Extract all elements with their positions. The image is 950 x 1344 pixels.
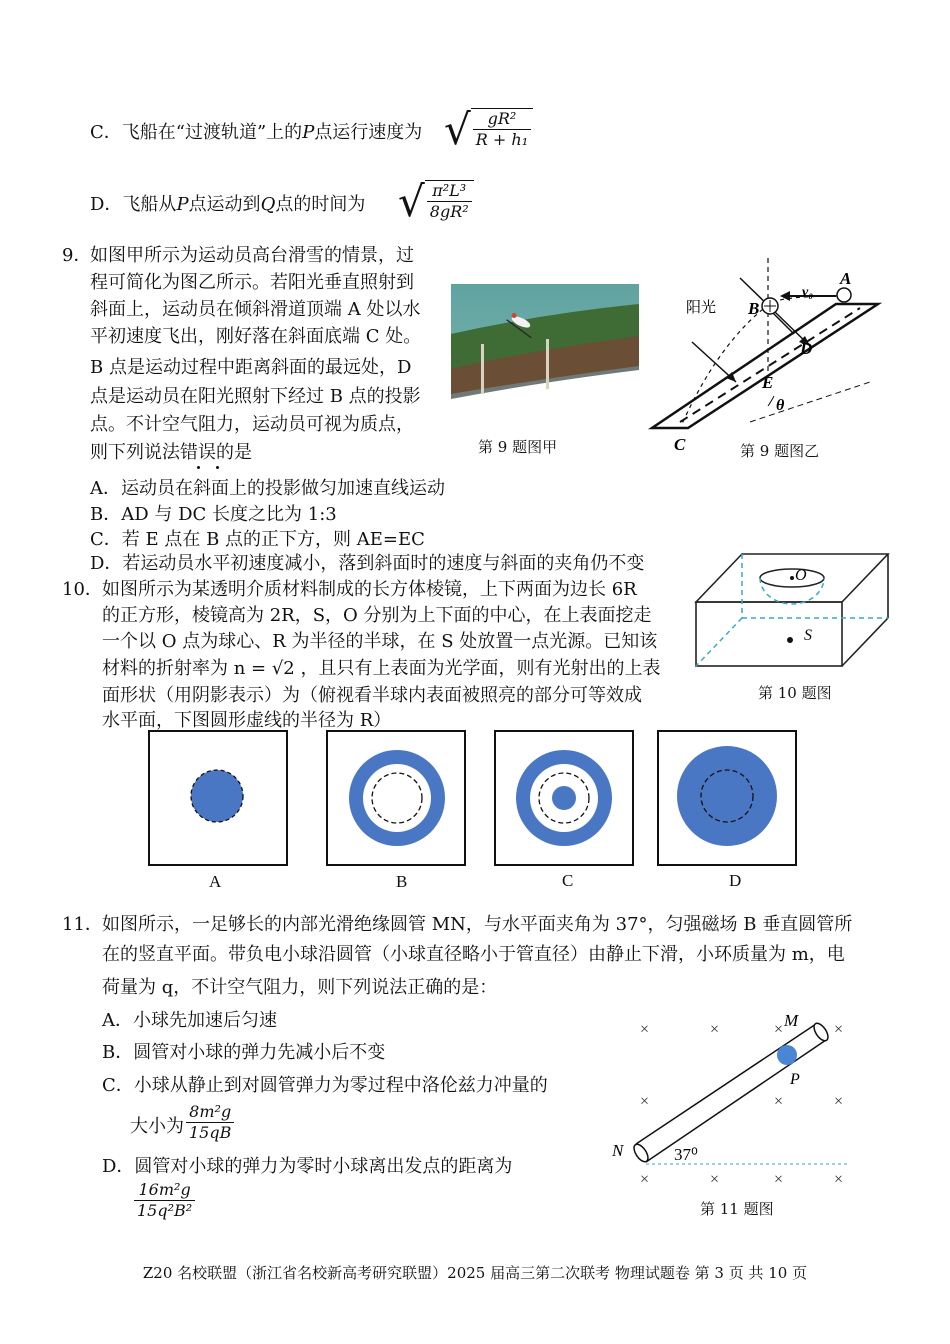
q9-stem-line: 点。不计空气阻力，运动员可视为质点， — [90, 414, 414, 435]
q11-option-b: B．圆管对小球的弹力先减小后不变 — [102, 1042, 386, 1063]
q9-label-theta: θ — [776, 397, 785, 414]
q9-figure-b-caption: 第 9 题图乙 — [740, 442, 820, 460]
q11-figure-caption: 第 11 题图 — [700, 1200, 774, 1218]
cross-mark: × — [640, 1021, 650, 1038]
q11-stem-line: 在的竖直平面。带负电小球沿圆管（小球直径略小于管直径）由静止下滑，小环质量为 m，电 — [102, 944, 845, 965]
q10-figure-caption: 第 10 题图 — [758, 684, 832, 702]
page-footer: Z20 名校联盟（浙江省名校新高考研究联盟）2025 届高三第二次联考 物理试题卷 第 3 页 共 10 页 — [142, 1264, 808, 1282]
q9-stem-line: 点是运动员在阳光照射下经过 B 点的投影 — [90, 386, 421, 407]
q10-stem-line: 的正方形，棱镜高为 2R，S，O 分别为上下面的中心，在上表面挖走 — [102, 605, 652, 626]
q9-label-v0: v₀ — [802, 285, 814, 300]
q11-option-c-cont: 大小为 — [130, 1116, 184, 1137]
q9-stem-line: 程可简化为图乙所示。若阳光垂直照射到 — [90, 272, 414, 293]
q10-stem-line: 面形状（用阴影表示）为（俯视看半球内表面被照亮的部分可等效成 — [102, 685, 642, 706]
q11-number: 11． — [62, 914, 103, 935]
emphasis-dot — [216, 466, 219, 469]
cross-mark: × — [710, 1021, 720, 1038]
q9-stem-line: B 点是运动过程中距离斜面的最远处，D — [90, 357, 412, 378]
q9-stem-line: 平初速度飞出，刚好落在斜面底端 C 处。 — [90, 326, 422, 347]
q10-stem-line: 如图所示为某透明介质材料制成的长方体棱镜，上下两面为边长 6R — [102, 579, 637, 600]
cross-mark: × — [640, 1093, 650, 1110]
q11-label-M: M — [784, 1011, 799, 1030]
q11-label-P: P — [790, 1071, 800, 1088]
q9-option-b: B．AD 与 DC 长度之比为 1:3 — [90, 504, 337, 525]
q8-option-c: C．飞船在“过渡轨道”上的P点运行速度为 — [90, 122, 423, 143]
cross-mark: × — [710, 1171, 720, 1188]
q10-choice-a-figure — [148, 730, 290, 868]
q10-choice-c-figure — [494, 730, 636, 868]
q10-choice-a-label: A — [209, 872, 222, 891]
q9-figure-b-diagram — [640, 250, 890, 460]
cross-mark: × — [774, 1093, 784, 1110]
q11-label-angle: 37⁰ — [674, 1145, 698, 1164]
q10-label-S: S — [804, 627, 812, 644]
q9-figure-a-photo — [451, 284, 639, 420]
q9-stem-line: 则下列说法错误的是 — [90, 442, 252, 463]
q9-label-A: A — [840, 269, 852, 288]
q10-choice-c-label: C — [562, 871, 574, 890]
q10-choice-d-figure — [657, 730, 799, 868]
q9-option-c: C．若 E 点在 B 点的正下方，则 AE=EC — [90, 529, 425, 550]
q10-choice-b-figure — [326, 730, 468, 868]
q9-label-C: C — [674, 435, 686, 454]
q10-stem-line: 水平面，下图圆形虚线的半径为 R） — [102, 710, 392, 731]
q11-stem-line: 如图所示，一足够长的内部光滑绝缘圆管 MN，与水平面夹角为 37°，匀强磁场 B 垂直圆管所 — [102, 914, 853, 935]
q9-figure-a-caption: 第 9 题图甲 — [478, 438, 558, 456]
q10-stem-line: 一个以 O 点为球心、R 为半径的半球，在 S 处放置一点光源。已知该 — [102, 631, 658, 652]
q10-number: 10． — [62, 579, 103, 600]
q8-option-d-formula: √ $\frac{\text{π²L³}}{\text{8gR²}}$ — [398, 180, 474, 224]
q9-stem-line: 如图甲所示为运动员高台滑雪的情景，过 — [90, 245, 414, 266]
q10-figure-prism — [694, 550, 894, 670]
q9-label-B: B — [748, 299, 760, 318]
q11-figure-tube — [606, 1004, 866, 1194]
cross-mark: × — [834, 1021, 844, 1038]
q11-option-d: D．圆管对小球的弹力为零时小球离出发点的距离为 — [102, 1156, 513, 1177]
q9-label-D: D — [800, 339, 813, 358]
q11-option-d-formula: $\frac{\text{16m²g}}{\text{15q²B²}}$ — [134, 1180, 195, 1221]
cross-mark: × — [640, 1171, 650, 1188]
q10-choice-b-label: B — [396, 872, 408, 891]
cross-mark: × — [834, 1093, 844, 1110]
cross-mark: × — [834, 1171, 844, 1188]
q10-stem-line: 材料的折射率为 n = √2 ，且只有上表面为光学面，则有光射出的上表 — [102, 658, 661, 679]
cross-mark: × — [774, 1171, 784, 1188]
q11-label-N: N — [612, 1141, 624, 1160]
q11-option-a: A．小球先加速后匀速 — [102, 1010, 277, 1031]
q11-stem-line: 荷量为 q，不计空气阻力，则下列说法正确的是： — [102, 977, 498, 998]
q9-number: 9． — [62, 245, 92, 266]
q8-option-c-formula: √ $\frac{\text{gR²}}{\text{R + h₁}}$ — [444, 108, 533, 152]
q9-option-a: A．运动员在斜面上的投影做匀加速直线运动 — [90, 478, 445, 499]
emphasis-dot — [197, 466, 200, 469]
q9-option-d: D．若运动员水平初速度减小，落到斜面时的速度与斜面的夹角仍不变 — [90, 553, 645, 574]
q9-label-E: E — [762, 373, 774, 392]
q11-option-c: C．小球从静止到对圆管弹力为零过程中洛伦兹力冲量的 — [102, 1075, 548, 1096]
q10-choice-d-label: D — [729, 871, 742, 890]
q10-label-O: O — [795, 567, 807, 584]
q9-label-sunlight: 阳光 — [686, 298, 717, 316]
q9-stem-line: 斜面上，运动员在倾斜滑道顶端 A 处以水 — [90, 299, 421, 320]
q8-option-d: D．飞船从P点运动到Q点的时间为 — [90, 194, 366, 215]
cross-mark: × — [774, 1021, 784, 1038]
q11-option-c-formula: $\frac{\text{8m²g}}{15qB}$ — [186, 1102, 234, 1143]
